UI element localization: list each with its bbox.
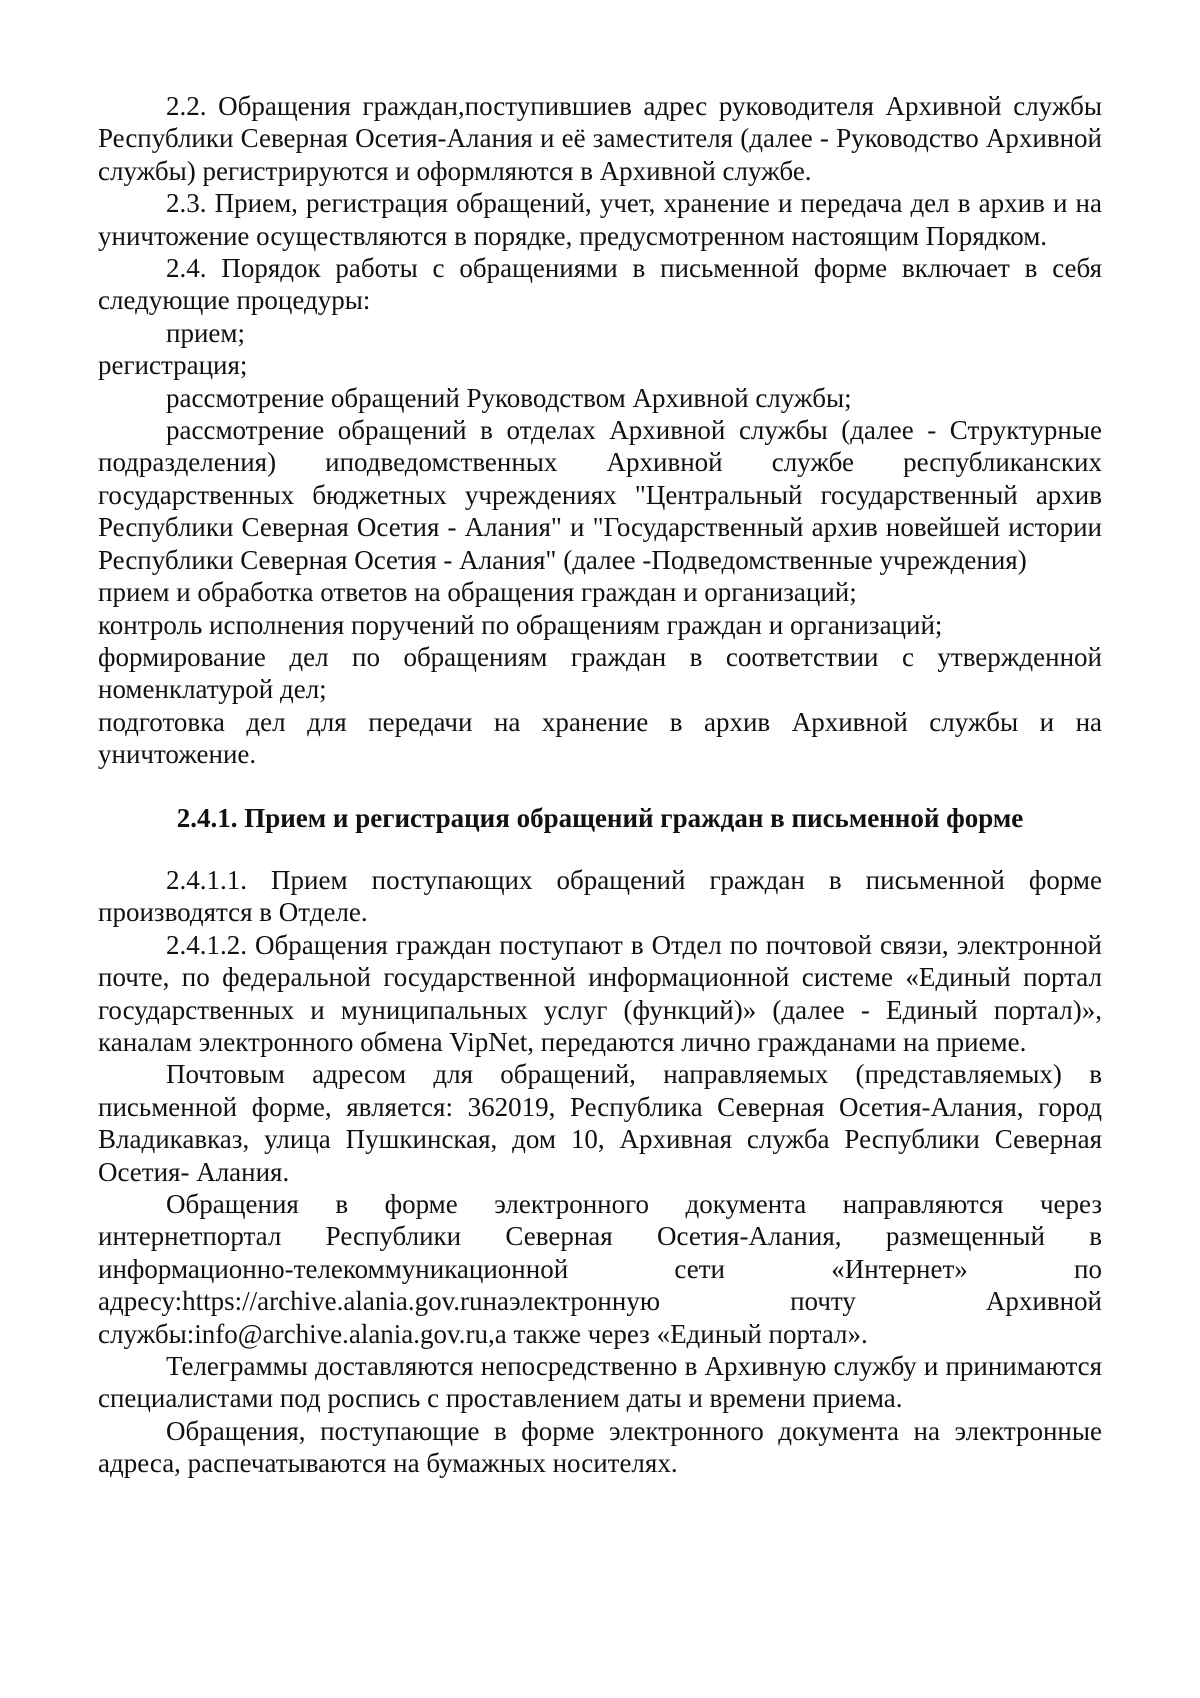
- paragraph-postal-address: Почтовым адресом для обращений, направляемых (представляемых) в письменной форме, является: 362019, Республика Северная Осетия-Алания, город Владикавказ, улица Пушкинская, дом 10, Архивная служба Республики Северная Осетия- Алания.: [98, 1059, 1102, 1187]
- paragraph-2-2: 2.2. Обращения граждан,поступившиев адрес руководителя Архивной службы Республики Северная Осетия-Алания и её заместителя (далее - Руководство Архивной службы) регистрируются и оформляются в Архивной службе.: [98, 91, 1102, 186]
- paragraph-2-4-1-2: 2.4.1.2. Обращения граждан поступают в Отдел по почтовой связи, электронной почте, по федеральной государственной информационной системе «Единый портал государственных и муниципальных услуг (функций)» (далее - Единый портал)», каналам электронного обмена VipNet, передаются лично гражданами на приеме.: [98, 929, 1102, 1057]
- paragraph-2-4-1-1: 2.4.1.1. Прием поступающих обращений граждан в письменной форме производятся в Отделе.: [98, 864, 1102, 928]
- paragraph-email-printing: Обращения, поступающие в форме электронного документа на электронные адреса, распечатываются на бумажных носителях.: [98, 1415, 1102, 1479]
- paragraph-2-3: 2.3. Прием, регистрация обращений, учет, хранение и передача дел в архив и на уничтожение осуществляются в порядке, предусмотренном настоящим Порядком.: [98, 188, 1102, 251]
- section-heading-2-4-1: 2.4.1. Прием и регистрация обращений граждан в письменной форме: [176, 802, 1024, 833]
- list-item-priem: прием;: [166, 317, 245, 348]
- list-item-kontrol: контроль исполнения поручений по обращениям граждан и организаций;: [98, 609, 943, 640]
- list-item-rassmotrenie-v-otdelah: рассмотрение обращений в отделах Архивной службы (далее - Структурные подразделения) иподведомственных Архивной службе республиканских государственных бюджетных учреждениях "Центральный государственный архив Республики Северная Осетия - Алания" и "Государственный архив новейшей истории Республики Северная Осетия - Алания" (далее -Подведомственные учреждения): [98, 415, 1102, 575]
- paragraph-electronic-documents: Обращения в форме электронного документа направляются через интернетпортал Республики Северная Осетия-Алания, размещенный в информационно-телекоммуникационной сети «Интернет» по адресу:https://archive.alania.gov.ruнаэлектронную почту Архивной службы:info@archive.alania.gov.ru,а также через «Единый портал».: [98, 1189, 1102, 1349]
- paragraph-telegrams: Телеграммы доставляются непосредственно в Архивную службу и принимаются специалистами под роспись с проставлением даты и времени приема.: [98, 1351, 1102, 1414]
- list-item-podgotovka: подготовка дел для передачи на хранение в архив Архивной службы и на уничтожение.: [98, 706, 1102, 770]
- document-page: [98, 90, 1102, 1480]
- paragraph-2-4: 2.4. Порядок работы с обращениями в письменной форме включает в себя следующие процедуры:: [98, 253, 1102, 316]
- list-item-registraciya: регистрация;: [98, 350, 248, 381]
- list-item-priem-obrabotka: прием и обработка ответов на обращения граждан и организаций;: [98, 577, 857, 608]
- list-item-formirovanie: формирование дел по обращениям граждан в соответствии с утвержденной номенклатурой дел;: [98, 641, 1102, 705]
- list-item-rassmotrenie-rukovodstvom: рассмотрение обращений Руководством Архивной службы;: [166, 382, 852, 413]
